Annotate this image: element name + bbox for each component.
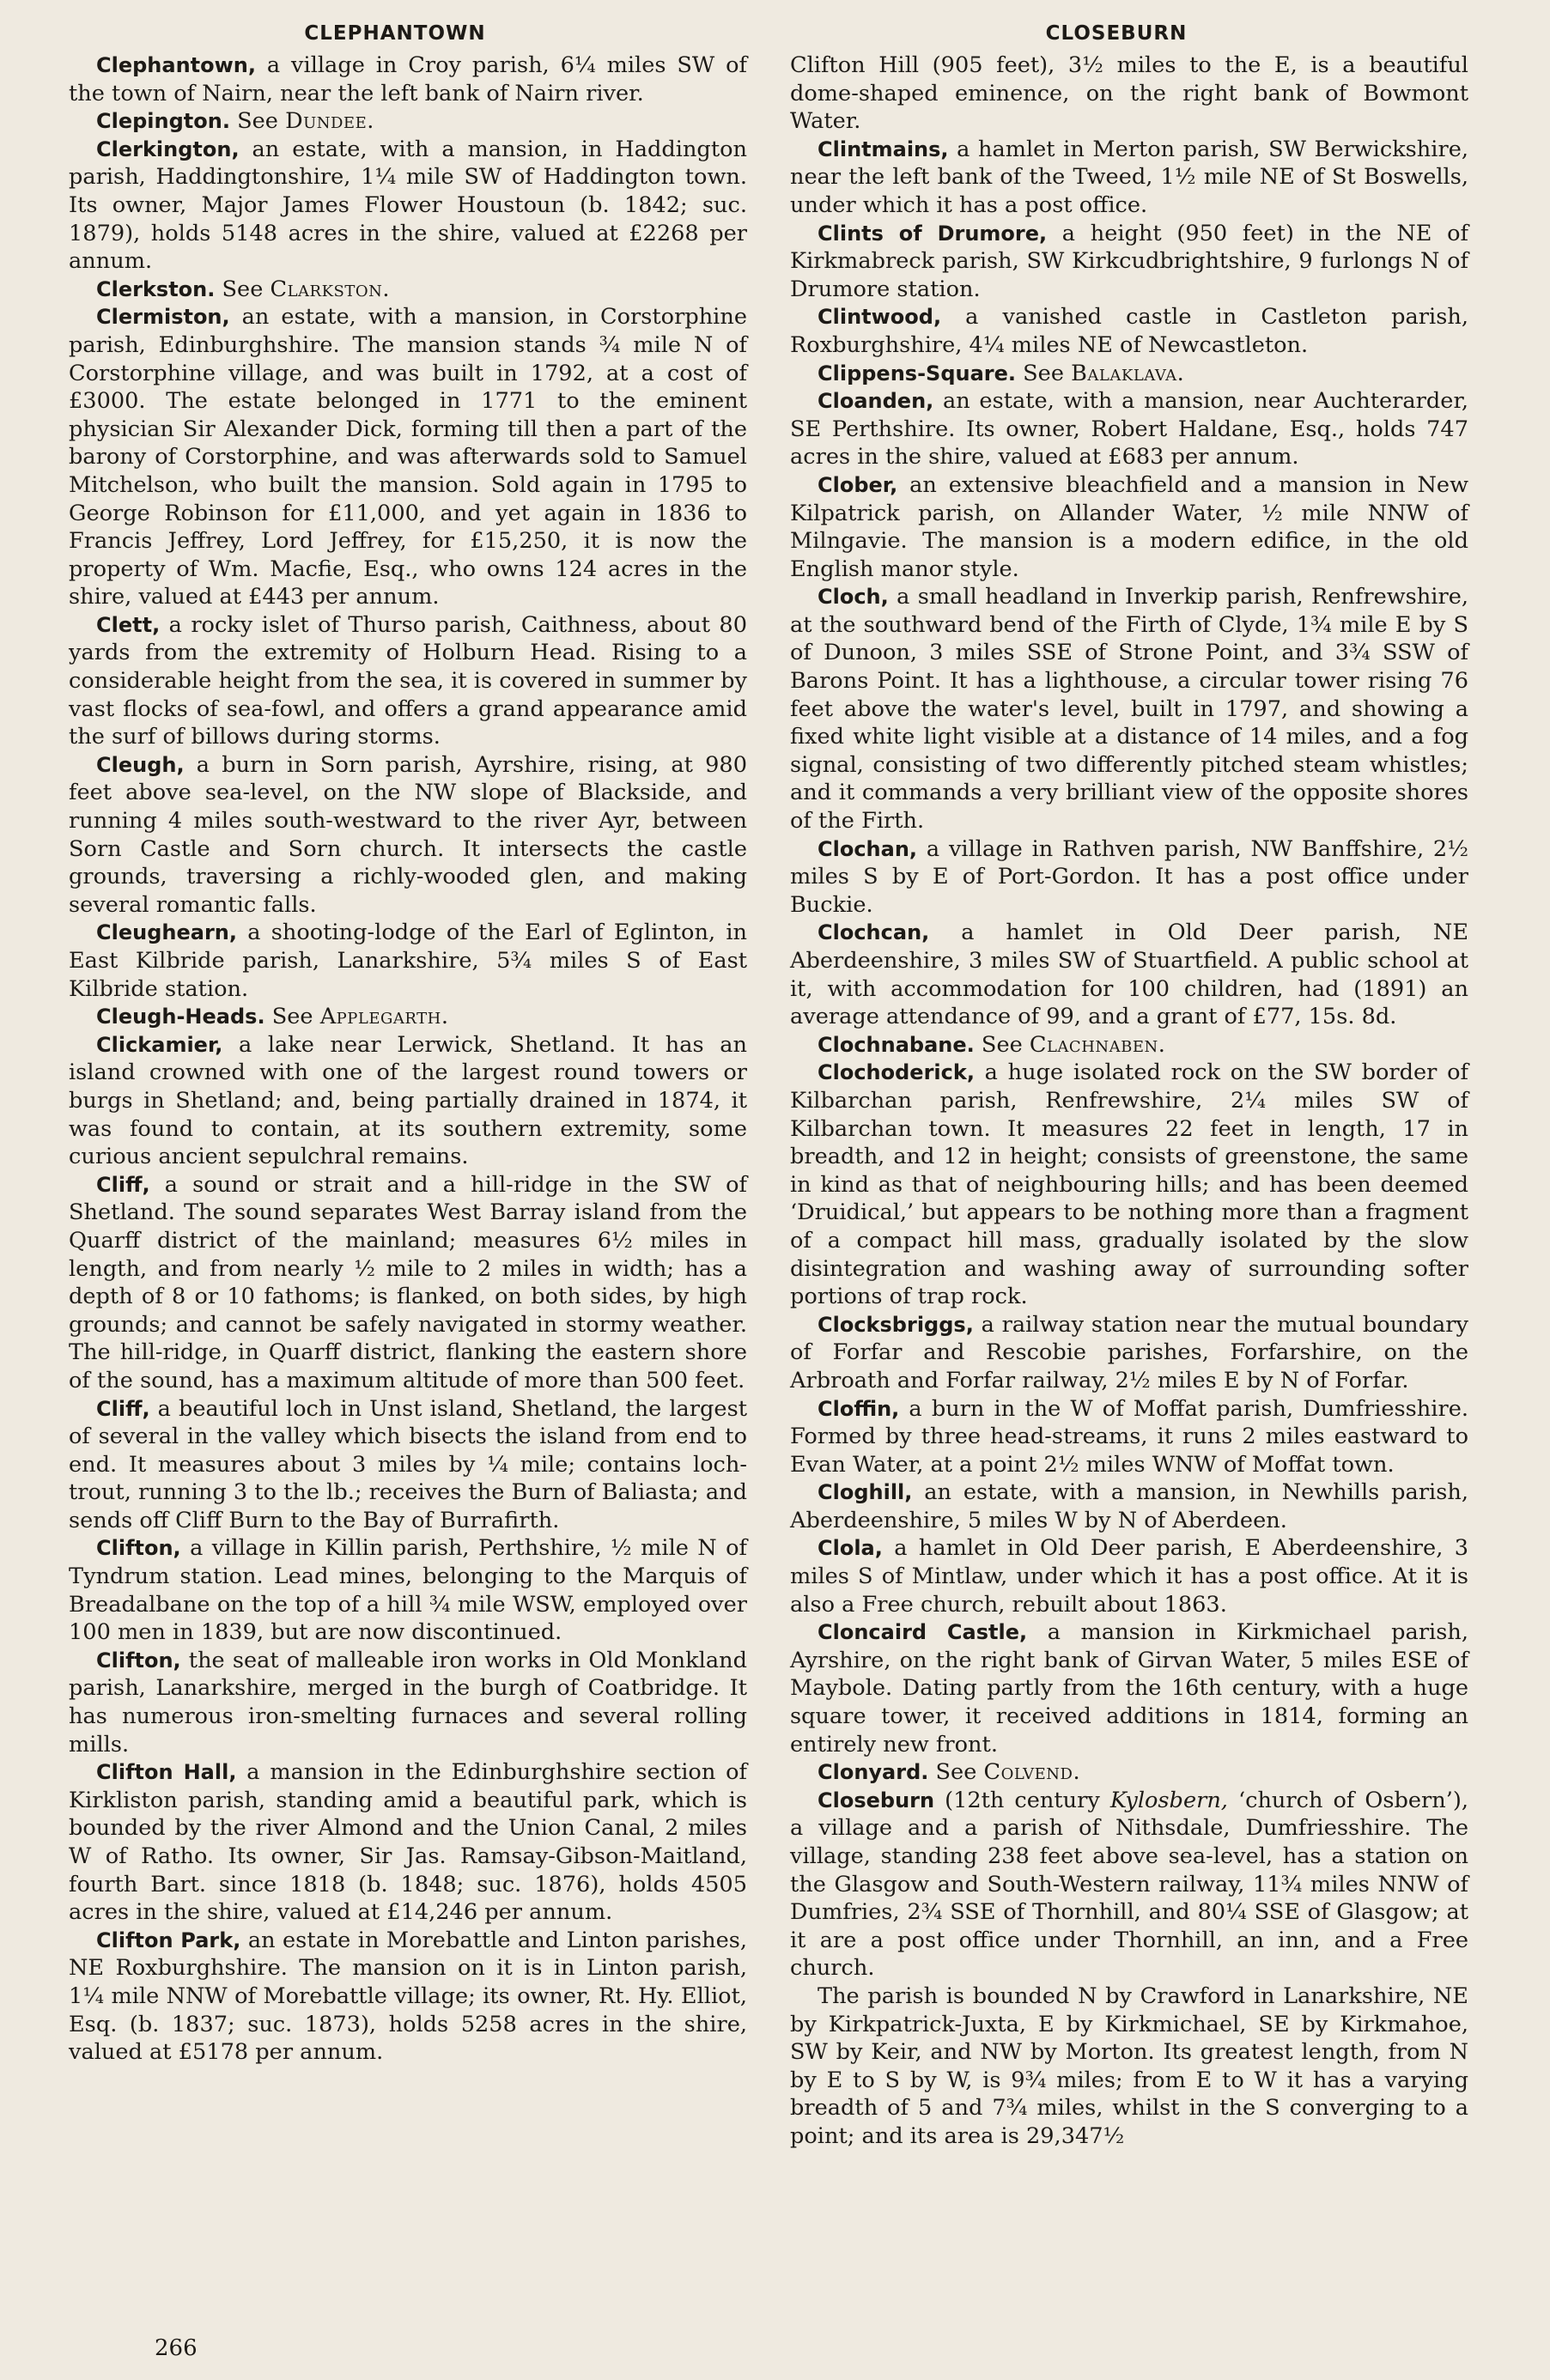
entry-text: a hamlet in Old Deer parish, NE Aberdeenshire, 3 miles SW of Stuartfield. A public school at it, with accommodation for 100 children, had (1891) an average attendance of 99, and a grant of £77, 15s. 8d. <box>790 920 1468 1030</box>
gazetteer-entry <box>69 1171 747 1395</box>
gazetteer-entry <box>69 1003 747 1031</box>
entry-headword: Clintmains, <box>818 137 949 161</box>
entry-headword: Clifton, <box>96 1536 181 1561</box>
cross-reference: Balaklava <box>1071 360 1177 386</box>
entry-headword: Clintwood, <box>818 305 942 330</box>
cross-reference: Clachnaben <box>1029 1031 1158 1058</box>
entry-text: See <box>264 1004 320 1030</box>
entry-headword: Clerkington, <box>96 137 240 161</box>
gazetteer-entry <box>790 1478 1468 1534</box>
gazetteer-entry <box>790 1534 1468 1618</box>
left-column <box>69 52 747 2067</box>
entry-text: an estate in Morebattle and Linton parishes, NE Roxburghshire. The mansion on it is in Linton parish, 1¼ mile NNW of Morebattle village; its owner, Rt. Hy. Elliot, Esq. (b. 1837; suc. 1873), holds 5258 acres in the shire, valued at £5178 per annum. <box>69 1927 747 2066</box>
gazetteer-entry <box>790 220 1468 304</box>
entry-text: a burn in the W of Moffat parish, Dumfriesshire. Formed by three head-streams, it runs 2 miles eastward to Evan Water, at a point 2½ miles WNW of Moffat town. <box>790 1395 1468 1478</box>
gazetteer-entry <box>69 919 747 1003</box>
gazetteer-entry <box>790 52 1468 136</box>
entry-text: a shooting-lodge of the Earl of Eglinton, in East Kilbride parish, Lanarkshire, 5¾ miles S of East Kilbride station. <box>69 920 747 1002</box>
entry-text: a village in Croy parish, 6¼ miles SW of the town of Nairn, near the left bank of Nairn river. <box>69 52 747 106</box>
gazetteer-entry <box>790 360 1468 388</box>
gazetteer-entry <box>69 52 747 107</box>
entry-headword: Clickamier, <box>96 1032 223 1057</box>
gazetteer-entry <box>69 276 747 304</box>
entry-text: Clifton Hill (905 feet), 3½ miles to the E, is a beautiful dome-shaped eminence, on the right bank of Bowmont Water. <box>790 52 1468 135</box>
entry-text: a small headland in Inverkip parish, Renfrewshire, at the southward bend of the Firth of Clyde, 1¾ mile E by S of Dunoon, 3 miles SSE of Strone Point, and 3¾ SSW of Barons Point. It has a lighthouse, a circular tower rising 76 feet above the water's level, built in 1797, and showing a fixed white light visible at a distance of 14 miles, and a fog signal, consisting of two differently pitched steam whistles; and it commands a very brilliant view of the opposite shores of the Firth. <box>790 584 1468 835</box>
entry-headword: Cliff, <box>96 1396 150 1421</box>
entry-headword: Cliff, <box>96 1172 150 1197</box>
gazetteer-entry <box>790 919 1468 1030</box>
gazetteer-entry <box>69 1647 747 1758</box>
entry-text: a village in Killin parish, Perthshire, ½ mile N of Tyndrum station. Lead mines, belonging to the Marquis of Breadalbane on the top of a hill ¾ mile WSW, employed over 100 men in 1839, but are now discontinued. <box>69 1535 747 1646</box>
gazetteer-entry <box>790 471 1468 583</box>
entry-text: a lake near Lerwick, Shetland. It has an island crowned with one of the largest round towers or burgs in Shetland; and, being partially drained in 1874, it was found to contain, at its southern extremity, some curious ancient sepulchral remains. <box>69 1031 747 1170</box>
entry-text: . <box>382 276 390 302</box>
running-head-right: CLOSEBURN <box>1045 22 1188 45</box>
entry-text: ‘church of Osbern’), a village and a parish of Nithsdale, Dumfriesshire. The village, standing 238 feet above sea-level, has a station on the Glasgow and South-Western railway, 11¾ miles NNW of Dumfries, 2¾ SSE of Thornhill, and 80¼ SSE of Glasgow; at it are a post office under Thornhill, an inn, and a Free church. <box>790 1787 1468 1982</box>
gazetteer-entry <box>790 303 1468 359</box>
entry-headword: Clochnabane. <box>818 1032 975 1057</box>
entry-text: a mansion in the Edinburghshire section of Kirkliston parish, standing amid a beautiful park, which is bounded by the river Almond and the Union Canal, 2 miles W of Ratho. Its owner, Sir Jas. Ramsay-Gibson-Maitland, fourth Bart. since 1818 (b. 1848; suc. 1876), holds 4505 acres in the shire, valued at £14,246 per annum. <box>69 1759 747 1926</box>
gazetteer-entry <box>790 136 1468 220</box>
entry-headword: Clifton Hall, <box>96 1760 237 1785</box>
gazetteer-entry <box>790 1311 1468 1395</box>
gazetteer-entry <box>790 835 1468 920</box>
entry-headword: Clochan, <box>818 836 918 861</box>
entry-headword: Clepington. <box>96 109 230 134</box>
entry-headword: Cloncaird Castle, <box>818 1620 1028 1645</box>
gazetteer-entry <box>69 611 747 751</box>
entry-headword: Closeburn <box>818 1788 935 1812</box>
entry-text: a burn in Sorn parish, Ayrshire, rising, at 980 feet above sea-level, on the NW slope of Blackside, and running 4 miles south-westward to the river Ayr, between Sorn Castle and Sorn church. It intersects the castle grounds, traversing a richly-wooded glen, and making several romantic falls. <box>69 751 747 918</box>
entry-text: a mansion in Kirkmichael parish, Ayrshire, on the right bank of Girvan Water, 5 miles ESE of Maybole. Dating partly from the 16th century, with a huge square tower, it received additions in 1814, forming an entirely new front. <box>790 1619 1468 1758</box>
entry-text: an estate, with a mansion, in Corstorphine parish, Edinburghshire. The mansion stands ¾ mile N of Corstorphine village, and was built in 1792, at a cost of £3000. The estate belonged in 1771 to the eminent physician Sir Alexander Dick, forming till then a part of the barony of Corstorphine, and was afterwards sold to Samuel Mitchelson, who built the mansion. Sold again in 1795 to George Robinson for £11,000, and yet again in 1836 to Francis Jeffrey, Lord Jeffrey, for £15,250, it is now the property of Wm. Macfie, Esq., who owns 124 acres in the shire, valued at £443 per annum. <box>69 304 747 610</box>
entry-text: a village in Rathven parish, NW Banffshire, 2½ miles S by E of Port-Gordon. It has a post office under Buckie. <box>790 835 1468 918</box>
entry-text: See <box>215 276 270 302</box>
entry-text: a hamlet in Merton parish, SW Berwickshire, near the left bank of the Tweed, 1½ mile NE of St Boswells, under which it has a post office. <box>790 136 1468 218</box>
entry-text: See <box>229 108 286 135</box>
gazetteer-entry <box>790 387 1468 471</box>
entry-text: an estate, with a mansion, in Newhills parish, Aberdeenshire, 5 miles W by N of Aberdeen. <box>790 1479 1468 1533</box>
gazetteer-entry <box>790 1059 1468 1310</box>
entry-text: a rocky islet of Thurso parish, Caithness, about 80 yards from the extremity of Holburn Head. Rising to a considerable height from the sea, it is covered in summer by vast flocks of sea-fowl, and offers a grand appearance amid the surf of billows during storms. <box>69 611 747 750</box>
entry-text: a railway station near the mutual boundary of Forfar and Rescobie parishes, Forfarshire, on the Arbroath and Forfar railway, 2½ miles E by N of Forfar. <box>790 1311 1468 1393</box>
gazetteer-entry <box>790 1758 1468 1787</box>
entry-headword: Cleugh-Heads. <box>96 1005 265 1029</box>
entry-text: a vanished castle in Castleton parish, Roxburghshire, 4¼ miles NE of Newcastleton. <box>790 304 1468 358</box>
entry-headword: Cloch, <box>818 585 889 610</box>
cross-reference: Dundee <box>285 108 368 135</box>
entry-text: See <box>974 1031 1030 1058</box>
gazetteer-entry <box>790 1395 1468 1479</box>
page-number: 266 <box>155 2335 198 2361</box>
gazetteer-entry <box>69 107 747 136</box>
entry-text: See <box>928 1759 984 1786</box>
entry-headword: Cloffin, <box>818 1396 900 1421</box>
entry-headword: Clermiston, <box>96 305 230 330</box>
gazetteer-entry <box>790 1031 1468 1059</box>
entry-headword: Clett, <box>96 612 161 637</box>
entry-headword: Clifton Park, <box>96 1928 241 1952</box>
entry-headword: Cloanden, <box>818 389 934 414</box>
right-column <box>790 52 1468 2151</box>
entry-headword: Clerkston. <box>96 276 216 301</box>
entry-text: an extensive bleachfield and a mansion in New Kilpatrick parish, on Allander Water, ½ mile NNW of Milngavie. The mansion is a modern edifice, in the old English manor style. <box>790 471 1468 582</box>
entry-headword: Clochcan, <box>818 920 930 945</box>
entry-headword: Clints of Drumore, <box>818 221 1048 246</box>
entry-text: a sound or strait and a hill-ridge in the SW of Shetland. The sound separates West Barray island from the Quarff district of the mainland; measures 6½ miles in length, and from nearly ½ mile to 2 miles in width; has a depth of 8 or 10 fathoms; is flanked, on both sides, by high grounds; and cannot be safely navigated in stormy weather. The hill-ridge, in Quarff district, flanking the eastern shore of the sound, has a maximum altitude of more than 500 feet. <box>69 1171 747 1393</box>
gazetteer-entry <box>790 1982 1468 2151</box>
entry-text: an estate, with a mansion, near Auchterarder, SE Perthshire. Its owner, Robert Haldane, Esq., holds 747 acres in the shire, valued at £683 per annum. <box>790 388 1468 471</box>
gazetteer-entry <box>69 1534 747 1646</box>
cross-reference: Applegarth <box>319 1004 441 1030</box>
entry-headword: Clonyard. <box>818 1760 929 1785</box>
gazetteer-entry <box>790 583 1468 835</box>
gazetteer-entry <box>69 1395 747 1535</box>
entry-headword: Clippens-Square. <box>818 361 1017 386</box>
entry-text: (12th century <box>934 1787 1110 1813</box>
entry-headword: Clifton, <box>96 1648 181 1673</box>
cross-reference: Colvend <box>983 1759 1073 1786</box>
entry-headword: Clober, <box>818 472 898 497</box>
gazetteer-entry <box>790 1787 1468 1982</box>
entry-text: a beautiful loch in Unst island, Shetland, the largest of several in the valley which bisects the island from end to end. It measures about 3 miles by ¼ mile; contains loch-trout, running 3 to the lb.; receives the Burn of Baliasta; and sends off Cliff Burn to the Bay of Burrafirth. <box>69 1395 747 1533</box>
entry-text: The parish is bounded N by Crawford in Lanarkshire, NE by Kirkpatrick-Juxta, E by Kirkmichael, SE by Kirkmahoe, SW by Keir, and NW by Morton. Its greatest length, from N by E to S by W, is 9¾ miles; from E to W it has a varying breadth of 5 and 7¾ miles, whilst in the S converging to a point; and its area is 29,347½ <box>790 1982 1468 2149</box>
entry-text: . <box>1158 1031 1165 1058</box>
entry-headword: Clola, <box>818 1536 883 1561</box>
entry-text: . <box>367 108 374 135</box>
gazetteer-entry <box>69 1758 747 1927</box>
running-head-left: CLEPHANTOWN <box>304 22 486 45</box>
gazetteer-entry <box>790 1618 1468 1758</box>
entry-headword: Cleughearn, <box>96 920 237 945</box>
gazetteer-entry <box>69 1927 747 2067</box>
cross-reference: Clarkston <box>270 276 383 302</box>
entry-headword: Cleugh, <box>96 752 185 777</box>
gazetteer-entry <box>69 136 747 276</box>
entry-text: . <box>1176 360 1184 386</box>
entry-headword: Clephantown, <box>96 53 256 77</box>
entry-headword: Clocksbriggs, <box>818 1312 974 1337</box>
entry-text: . <box>441 1004 448 1030</box>
entry-text: a huge isolated rock on the SW border of Kilbarchan parish, Renfrewshire, 2¼ miles SW of Kilbarchan town. It measures 22 feet in length, 17 in breadth, and 12 in height; consists of greenstone, the same in kind as that of neighbouring hills; and has been deemed ‘Druidical,’ but appears to be nothing more than a fragment of a compact hill mass, gradually isolated by the slow disintegration and washing away of surrounding softer portions of trap rock. <box>790 1059 1468 1310</box>
entry-text: . <box>1073 1759 1080 1786</box>
gazetteer-entry <box>69 303 747 611</box>
entry-headword: Cloghill, <box>818 1480 913 1505</box>
entry-text: a hamlet in Old Deer parish, E Aberdeenshire, 3 miles S of Mintlaw, under which it has a post office. At it is also a Free church, rebuilt about 1863. <box>790 1535 1468 1618</box>
entry-text: a height (950 feet) in the NE of Kirkmabreck parish, SW Kirkcudbrightshire, 9 furlongs N of Drumore station. <box>790 220 1468 302</box>
entry-italic: Kylosbern, <box>1109 1787 1228 1813</box>
gazetteer-entry <box>69 1031 747 1171</box>
gazetteer-entry <box>69 751 747 920</box>
entry-headword: Clochoderick, <box>818 1060 975 1085</box>
entry-text: See <box>1016 360 1072 386</box>
entry-text: the seat of malleable iron works in Old Monkland parish, Lanarkshire, merged in the burgh of Coatbridge. It has numerous iron-smelting furnaces and several rolling mills. <box>69 1647 747 1758</box>
entry-text: an estate, with a mansion, in Haddington parish, Haddingtonshire, 1¼ mile SW of Haddington town. Its owner, Major James Flower Houstoun (b. 1842; suc. 1879), holds 5148 acres in the shire, valued at £2268 per annum. <box>69 136 747 275</box>
